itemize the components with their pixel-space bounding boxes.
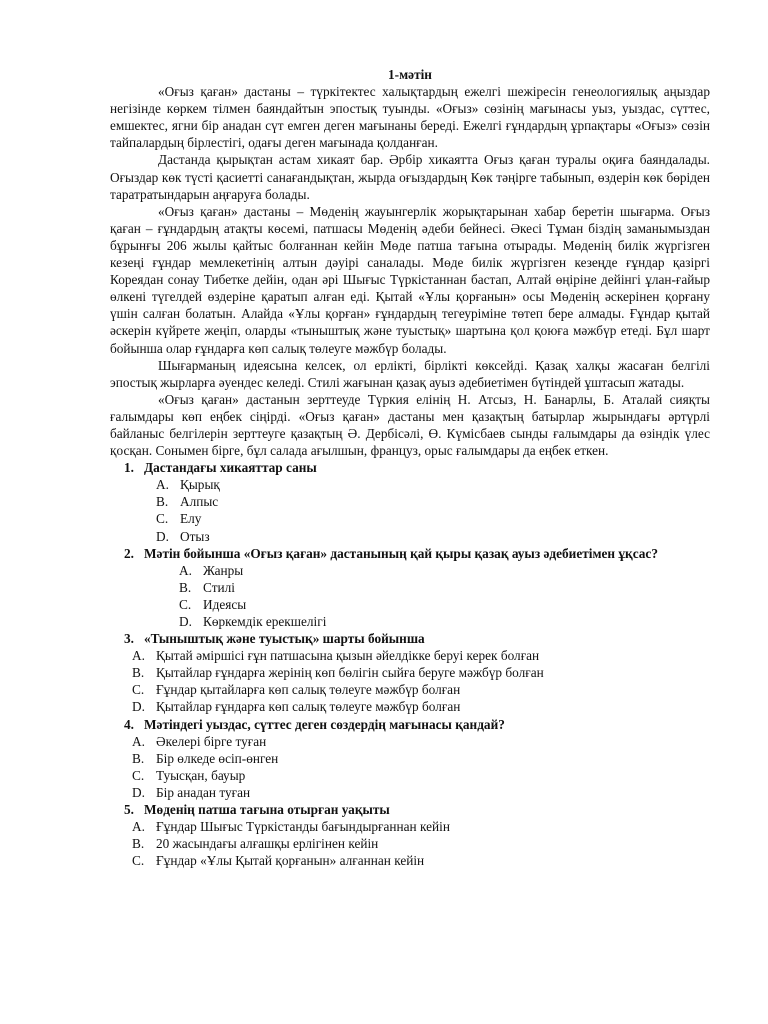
question-text: «Тыныштық және туыстық» шарты бойынша — [144, 631, 425, 647]
answer-option[interactable] — [110, 493, 710, 510]
option-text: Қырық — [180, 477, 220, 493]
option-letter: A. — [179, 562, 192, 578]
option-text: Бір анадан туған — [156, 784, 251, 800]
question-text: Мөденің патша тағына отырған уақыты — [144, 802, 390, 818]
answer-option[interactable] — [110, 733, 710, 750]
answer-option[interactable] — [110, 852, 710, 869]
option-text: 20 жасындағы алғашқы ерлігінен кейін — [156, 836, 379, 852]
option-letter: A. — [156, 477, 169, 493]
option-letter: D. — [156, 528, 169, 544]
option-text: Туысқан, бауыр — [156, 767, 246, 783]
option-letter: C. — [156, 511, 169, 527]
question-number: 2. — [124, 545, 134, 561]
answer-option[interactable] — [110, 784, 710, 801]
question-number: 4. — [124, 716, 134, 732]
option-text: Стилі — [203, 579, 235, 595]
question-text: Мәтін бойынша «Оғыз қаған» дастанының қай қыры қазақ ауыз әдебиетімен ұқсас? — [144, 545, 658, 561]
paragraph: Шығарманың идеясына келсек, ол ерлікті, бірлікті көксейді. Қазақ халқы жасаған белгілі эпостық жырларға әуендес келеді. Стилі жағынан қазақ ауыз әдебиетімен бүтіндей ұштасып жатады. — [110, 357, 710, 390]
question-2 — [110, 545, 710, 562]
option-letter: A. — [132, 819, 145, 835]
option-letter: D. — [179, 614, 192, 629]
answer-option[interactable] — [110, 664, 710, 681]
question-text: Мәтіндегі уыздас, сүттес деген сөздердің мағынасы қандай? — [144, 716, 505, 732]
option-text: Қытай әміршісі ғұн патшасына қызын әйелдікке беруі керек болған — [156, 648, 540, 664]
option-text: Бір өлкеде өсіп-өнген — [156, 750, 279, 766]
answer-option[interactable] — [110, 681, 710, 698]
option-text: Көркемдік ерекшелігі — [203, 614, 327, 629]
answer-option[interactable] — [110, 596, 710, 613]
option-letter: C. — [179, 596, 192, 612]
question-text: Дастандағы хикаяттар саны — [144, 460, 317, 476]
option-letter: C. — [132, 853, 145, 869]
answer-option[interactable] — [110, 647, 710, 664]
option-text: Ғұндар «Ұлы Қытай қорғанын» алғаннан кейін — [156, 853, 425, 869]
option-text: Ғұндар қытайларға көп салық төлеуге мәжбүр болған — [156, 682, 461, 698]
option-text: Идеясы — [203, 596, 247, 612]
question-number: 1. — [124, 460, 134, 476]
option-letter: B. — [132, 836, 145, 852]
option-text: Қытайлар ғұндарға жерінің көп бөлігін сыйға беруге мәжбүр болған — [156, 665, 544, 681]
question-4 — [110, 716, 710, 733]
answer-option[interactable] — [110, 579, 710, 596]
option-text: Жанры — [203, 562, 244, 578]
answer-option[interactable] — [110, 767, 710, 784]
answer-option[interactable] — [110, 510, 710, 527]
question-3 — [110, 630, 710, 647]
question-number: 5. — [124, 802, 134, 818]
option-text: Отыз — [180, 528, 210, 544]
paragraph: «Оғыз қаған» дастаны – Мөденің жауынгерлік жорықтарынан хабар беретін шығарма. Оғыз қаған – ғұндардың атақты көсемі, патшасы Мөденің әдеби бейнесі. Әкесі Тұман біздің заманымыздан бұрынғы 206 жылы қайтыс болғаннан кейін Мөде патша тағына отырады. Мөденің билік жүргізген кезеңі ғұндар мемлекетінің алтын дәуірі саналады. Мөде билік жүргізген кезеңде ғұндар қазіргі Кореядан сонау Тибетке дейін, одан әрі Шығыс Түркістаннан бастап, Алтай өңіріне дейінгі ұлан-ғайыр өлкені түгелдей өздеріне қаратып алған еді. Қытай «Ұлы қорғанын» осы Мөденің әскерінен қорғану үшін салған болатын. Алайда «Ұлы қорған» ғұндардың тегеуріміне төтеп бере алмады. Ғұндар қытай әскерін күйрете жеңіп, оларды «тыныштық және туыстық» шартына қол қоюға мәжбүр етеді. Бұл шарт бойынша олар ғұндарға көп салық төлеуге мәжбүр болады. — [110, 203, 710, 356]
answer-option[interactable] — [110, 818, 710, 835]
text-title: 1-мәтін — [388, 67, 432, 82]
option-letter: B. — [132, 750, 145, 766]
option-letter: D. — [132, 699, 145, 715]
question-5 — [110, 801, 710, 818]
document-page — [110, 66, 710, 869]
option-letter: D. — [132, 784, 145, 800]
paragraph: Дастанда қырықтан астам хикаят бар. Әрбір хикаятта Оғыз қаған туралы оқиға баяндалады. Оғыздар көк түсті қасиетті санағандықтан, жырда оғыздардың Көк тәңірге табынып, өздерін көк бөріден таратратындарын аңғаруға болады. — [110, 152, 710, 202]
question-number: 3. — [124, 631, 134, 647]
answer-option[interactable] — [110, 613, 710, 630]
answer-option[interactable] — [110, 750, 710, 767]
option-text: Елу — [180, 511, 202, 527]
answer-option[interactable] — [110, 835, 710, 852]
option-letter: C. — [132, 682, 145, 698]
option-text: Ғұндар Шығыс Түркістанды бағындырғаннан кейін — [156, 819, 450, 835]
answer-option[interactable] — [110, 476, 710, 493]
paragraph: «Оғыз қаған» дастаны – түркітектес халықтардың ежелгі шежіресін генеологиялық аңыздар негізінде көркем тілмен баяндайтын эпостық туынды. «Оғыз» сөзінің мағынасы уыз, уыздас, сүттес, емшектес, ягни бір анадан сүт емген деген мағынаны береді. Ежелгі ғұндардың ұрпақтары «Оғыз» сөзін тайпалардың бірлестігі, одағы деген мағынада қолданған. — [110, 84, 710, 151]
option-text: Әкелері бірге туған — [156, 733, 267, 749]
question-1 — [110, 459, 710, 476]
option-letter: A. — [132, 733, 145, 749]
paragraph: «Оғыз қаған» дастанын зерттеуде Түркия елінің Н. Атсыз, Н. Банарлы, Б. Аталай сияқты ғалымдары көп еңбек сіңірді. «Оғыз қаған» дастаны мен қазақтың батырлар жырындағы әртүрлі байланыс белгілерін зерттеуге қазақтың Ә. Дербісәлі, Ө. Күмісбаев сынды ғалымдары да өзіндік үлес қосқан. Сонымен бірге, бұл салада ағылшын, француз, орыс ғалымдары да еңбек еткен. — [110, 391, 710, 459]
answer-option[interactable] — [110, 562, 710, 579]
option-letter: A. — [132, 648, 145, 664]
option-letter: B. — [132, 665, 145, 681]
option-letter: B. — [179, 579, 192, 595]
option-text: Қытайлар ғұндарға көп салық төлеуге мәжбүр болған — [156, 699, 461, 715]
answer-option[interactable] — [110, 528, 710, 545]
answer-option[interactable] — [110, 698, 710, 715]
option-text: Алпыс — [180, 494, 219, 510]
option-letter: C. — [132, 767, 145, 783]
option-letter: B. — [156, 494, 169, 510]
